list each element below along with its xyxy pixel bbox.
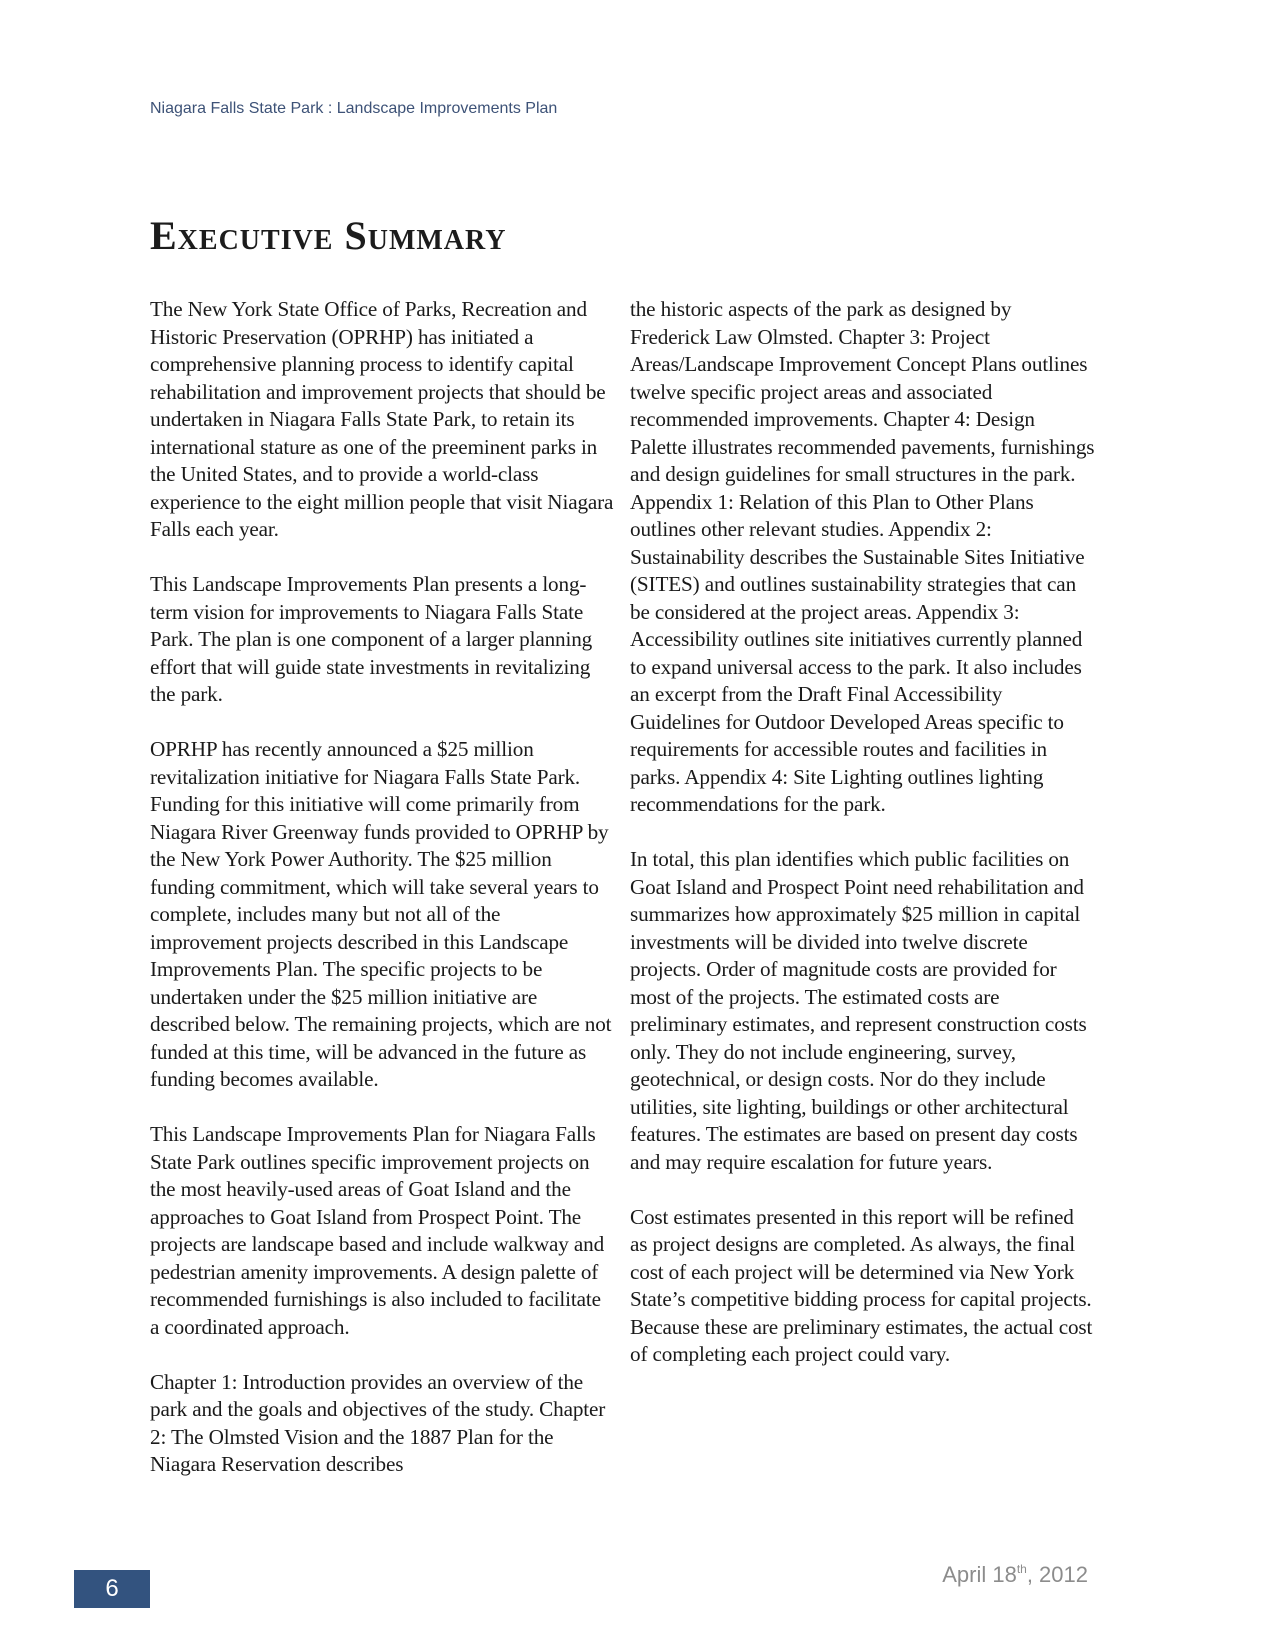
paragraph-vision: This Landscape Improvements Plan presents a long-term vision for improvements to Niagara Falls State Park. The plan is one component of a larger planning effort that will guide state investments in revitalizing the park. [150,572,593,706]
document-date [942,1562,1088,1588]
paragraph-cost-estimates: Cost estimates presented in this report will be refined as project designs are completed. As always, the final cost of each project will be determined via New York State’s competitive bidding process for capital projects. Because these are preliminary estimates, the actual cost of completing each project could vary. [630,1204,1093,1366]
body-column-left [150,296,615,1479]
date-year: , 2012 [1026,1562,1088,1587]
paragraph-scope: This Landscape Improvements Plan for Niagara Falls State Park outlines specific improvement projects on the most heavily-used areas of Goat Island and the approaches to Goat Island from Prospect Point. The projects are landscape based and include walkway and pedestrian amenity improvements. A design palette of recommended furnishings is also included to facilitate a coordinated approach. [150,1122,605,1339]
paragraph-funding: OPRHP has recently announced a $25 million revitalization initiative for Niagara Falls State Park. Funding for this initiative will come primarily from Niagara River Greenway funds provided to OPRHP by the New York Power Authority. The $25 million funding commitment, which will take several years to complete, includes many but not all of the improvement projects described in this Landscape Improvements Plan. The specific projects to be undertaken under the $25 million initiative are described below. The remaining projects, which are not funded at this time, will be advanced in the future as funding becomes available. [150,737,612,1091]
page-number-badge: 6 [74,1570,150,1608]
paragraph-chapters-continued: the historic aspects of the park as designed by Frederick Law Olmsted. Chapter 3: Project Areas/Landscape Improvement Concept Plans outlines twelve specific project areas and associated recommended improvements. Chapter 4: Design Palette illustrates recommended pavements, furnishings and design guidelines for small structures in the park. Appendix 1: Relation of this Plan to Other Plans outlines other relevant studies. Appendix 2: Sustainability describes the Sustainable Sites Initiative (SITES) and outlines sustainability strategies that can be considered at the project areas. Appendix 3: Accessibility outlines site initiatives currently planned to expand universal access to the park. It also includes an excerpt from the Draft Final Accessibility Guidelines for Outdoor Developed Areas specific to requirements for accessible routes and facilities in parks. Appendix 4: Site Lighting outlines lighting recommendations for the park. [630,297,1095,816]
date-month-day: April 18 [942,1562,1017,1587]
paragraph-total-costs: In total, this plan identifies which public facilities on Goat Island and Prospect Point need rehabilitation and summarizes how approximately $25 million in capital investments will be divided into twelve discrete projects. Order of magnitude costs are provided for most of the projects. The estimated costs are preliminary estimates, and represent construction costs only. They do not include engineering, survey, geotechnical, or design costs. Nor do they include utilities, site lighting, buildings or other architectural features. The estimates are based on present day costs and may require escalation for future years. [630,847,1087,1174]
date-ordinal-suffix: th [1016,1562,1027,1576]
paragraph-chapters: Chapter 1: Introduction provides an overview of the park and the goals and objectives of the study. Chapter 2: The Olmsted Vision and the 1887 Plan for the Niagara Reservation describes [150,1369,606,1476]
page-title: Executive Summary [150,213,507,258]
paragraph-intro: The New York State Office of Parks, Recreation and Historic Preservation (OPRHP) has initiated a comprehensive planning process to identify capital rehabilitation and improvement projects that should be undertaken in Niagara Falls State Park, to retain its international stature as one of the preeminent parks in the United States, and to provide a world-class experience to the eight million people that visit Niagara Falls each year. [150,297,614,541]
body-column-right [630,296,1095,1369]
running-header: Niagara Falls State Park : Landscape Improvements Plan [150,100,558,117]
